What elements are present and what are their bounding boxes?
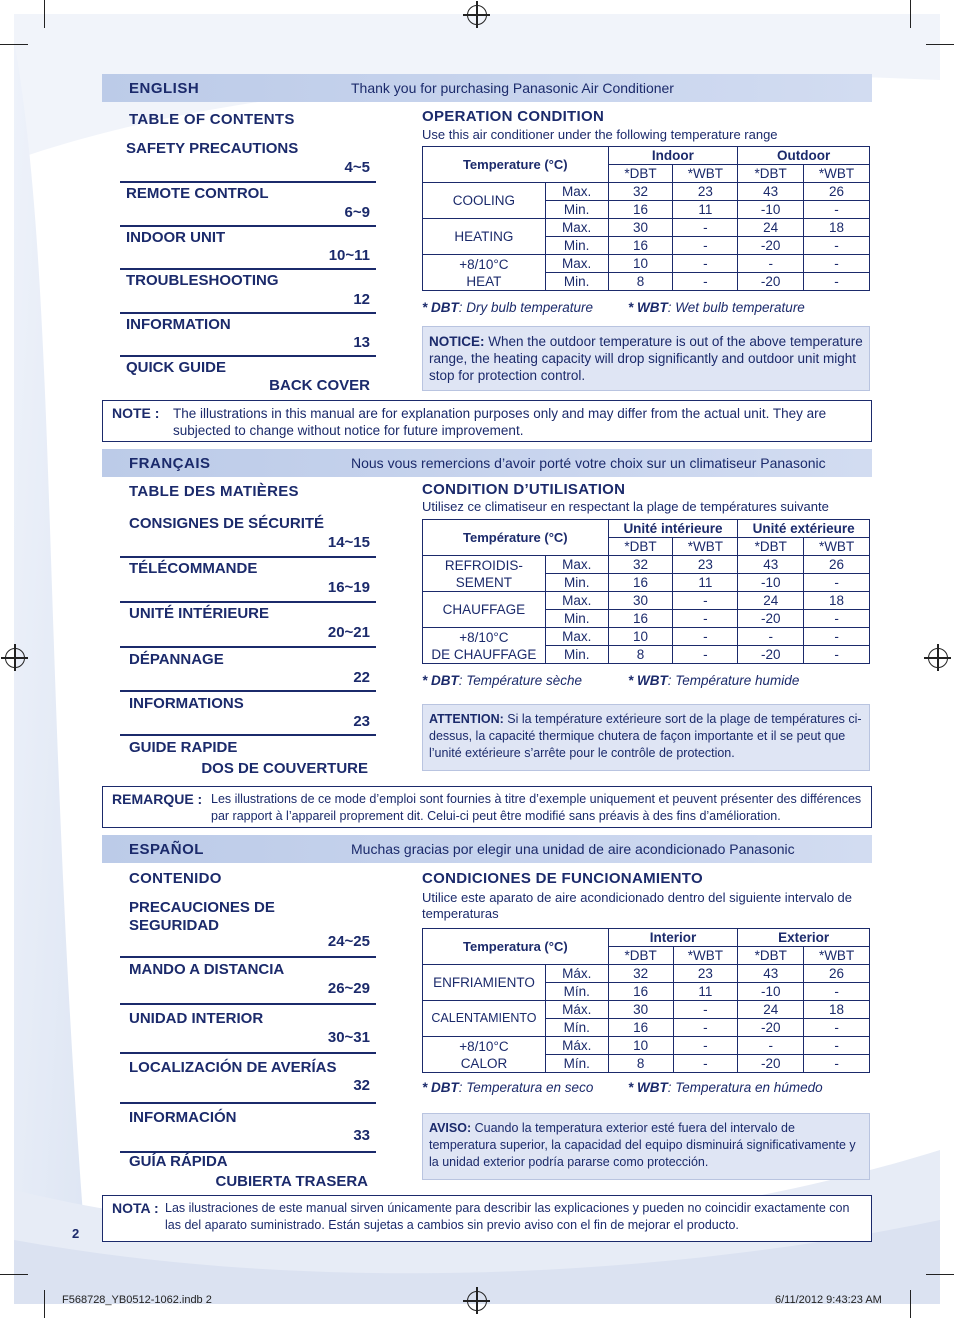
toc-pages: DOS DE COUVERTURE	[201, 760, 368, 777]
section-francais	[102, 449, 872, 829]
table-cell: 26	[804, 183, 870, 201]
print-slug-date: 6/11/2012 9:43:23 AM	[775, 1294, 882, 1306]
legend-key: * WBT	[628, 673, 668, 688]
table-cell: 24	[738, 592, 804, 610]
table-cell: -	[804, 628, 870, 646]
table-cell: 32	[608, 183, 673, 201]
table-cell: -	[673, 592, 738, 610]
mode-cell: +8/10°C DE CHAUFFAGE	[423, 628, 546, 664]
limit-label: Máx.	[545, 1001, 608, 1019]
toc-item[interactable]	[120, 1107, 376, 1155]
table-cell: -10	[738, 574, 804, 592]
mode-cell: HEATING	[423, 219, 546, 255]
language-bar	[102, 74, 872, 102]
mode-cell: +8/10°C HEAT	[423, 255, 546, 291]
table-cell: -	[738, 1037, 804, 1055]
crop-mark	[910, 0, 911, 28]
table-cell: -20	[738, 1019, 804, 1037]
table-cell: -20	[738, 646, 804, 664]
toc-label: INFORMATION	[126, 316, 231, 333]
table-cell: 24	[738, 1001, 804, 1019]
table-cell: -20	[738, 1055, 804, 1073]
limit-label: Max.	[545, 592, 608, 610]
table-cell: 16	[608, 983, 673, 1001]
note-label: NOTA :	[112, 1200, 159, 1216]
limit-label: Min.	[545, 610, 608, 628]
crop-mark	[926, 1274, 954, 1275]
limit-label: Max.	[545, 255, 608, 273]
notice-text: When the outdoor temperature is out of the above temperature range, the heating capacity will drop significantly and outdoor unit might stop for protection control.	[429, 334, 863, 383]
toc-item[interactable]	[120, 693, 376, 739]
col-header: *WBT	[673, 165, 738, 183]
language-name: FRANÇAIS	[129, 455, 211, 472]
limit-label: Max.	[545, 183, 608, 201]
temperature-table	[422, 928, 870, 1073]
toc-pages: 13	[353, 334, 370, 351]
table-cell: -10	[738, 983, 804, 1001]
table-cell: 18	[804, 1001, 870, 1019]
col-header: *DBT	[738, 165, 804, 183]
divider	[120, 1052, 376, 1054]
toc-label: SAFETY PRECAUTIONS	[126, 140, 299, 157]
table-cell: 11	[673, 983, 738, 1001]
divider	[120, 646, 376, 648]
crop-mark	[44, 0, 45, 28]
toc-item[interactable]	[120, 737, 376, 783]
table-cell: -	[738, 255, 804, 273]
toc-pages: BACK COVER	[269, 377, 370, 394]
table-cell: 16	[608, 237, 673, 255]
table-cell: -	[673, 610, 738, 628]
table-cell: 16	[608, 610, 673, 628]
col-header: *DBT	[608, 947, 673, 965]
table-cell: 43	[738, 556, 804, 574]
toc-label: UNITÉ INTÉRIEURE	[129, 605, 270, 622]
mode-cell: +8/10°C CALOR	[423, 1037, 546, 1073]
col-header: *DBT	[608, 538, 673, 556]
limit-label: Máx.	[545, 965, 608, 983]
legend-text: : Température sèche	[458, 673, 583, 688]
notice-text: Si la température extérieure sort de la plage de températures ci-dessus, la capacité thermique chutera de façon importante et il se peut que l’unité extérieure s’arrête pour le contrôle de protection.	[429, 712, 862, 760]
toc-item[interactable]	[120, 513, 376, 559]
table-cell: -	[673, 255, 738, 273]
registration-mark-icon	[928, 648, 948, 668]
toc-item[interactable]	[120, 138, 376, 184]
toc-label: GUIDE RAPIDE	[129, 739, 238, 756]
note-text: The illustrations in this manual are for explanation purposes only and may differ from the actual unit. They are subjected to change without notice for future improvement.	[173, 406, 827, 438]
note-label: NOTE :	[112, 405, 160, 421]
note-text: Les illustrations de ce mode d’emploi sont fournies à titre d’exemple uniquement et peuvent présenter des différences par rapport à l’appareil proprement dit. Celui-ci peut être modifié sans préavis à des fins d’amélioration.	[211, 792, 862, 823]
toc-item[interactable]	[120, 269, 376, 315]
registration-mark-icon	[467, 5, 487, 25]
col-header: *WBT	[673, 947, 738, 965]
toc-pages: 12	[353, 291, 370, 308]
limit-label: Mín.	[545, 983, 608, 1001]
table-cell: -	[673, 219, 738, 237]
table-cell: -	[673, 1001, 738, 1019]
limit-label: Min.	[545, 237, 608, 255]
table-cell: 26	[804, 556, 870, 574]
table-cell: 11	[673, 201, 738, 219]
legend-key: * WBT	[628, 1080, 668, 1095]
legend-text: : Temperatura en seco	[458, 1080, 594, 1095]
temperature-table	[422, 146, 870, 291]
toc-item[interactable]	[120, 226, 376, 272]
language-thanks: Thank you for purchasing Panasonic Air Conditioner	[351, 80, 674, 96]
indoor-header: Indoor	[608, 147, 738, 165]
outdoor-header: Unité extérieure	[738, 520, 870, 538]
legend-dbt	[422, 300, 593, 315]
legend-key: * DBT	[422, 673, 459, 688]
toc-label: TÉLÉCOMMANDE	[129, 560, 258, 577]
registration-mark-icon	[467, 1291, 487, 1311]
outdoor-header: Exterior	[738, 929, 870, 947]
legend-text: : Dry bulb temperature	[458, 300, 594, 315]
toc-pages: 16~19	[327, 579, 370, 596]
divider	[120, 690, 376, 692]
col-header: *WBT	[804, 947, 870, 965]
crop-mark	[0, 1274, 28, 1275]
table-cell: -	[804, 1055, 870, 1073]
col-header: *DBT	[608, 165, 673, 183]
condition-subtitle: Utilisez ce climatiseur en respectant la plage de températures suivante	[422, 499, 829, 514]
table-cell: -	[804, 237, 870, 255]
limit-label: Mín.	[545, 1055, 608, 1073]
table-cell: -	[673, 273, 738, 291]
limit-label: Max.	[545, 556, 608, 574]
toc-label: MANDO A DISTANCIA	[129, 961, 285, 978]
notice-label: ATTENTION:	[429, 712, 504, 726]
table-cell: 30	[608, 219, 673, 237]
mode-cell: CALENTAMIENTO	[423, 1001, 546, 1037]
table-cell: -	[804, 201, 870, 219]
table-cell: 26	[804, 965, 870, 983]
note-text: Las ilustraciones de este manual sirven únicamente para describir las explicaciones y pueden no coincidir exactamente con las del aparato suministrado. Están sujetas a cambios sin previo aviso con el fin de mejorar el producto.	[165, 1201, 850, 1232]
indoor-header: Unité intérieure	[608, 520, 738, 538]
toc-item[interactable]	[120, 558, 376, 604]
crop-mark	[926, 44, 954, 45]
limit-label: Min.	[545, 574, 608, 592]
condition-subtitle: Utilice este aparato de aire acondicionado dentro del siguiente intervalo de temperaturas	[422, 890, 853, 921]
language-name: ESPAÑOL	[129, 841, 204, 858]
registration-mark-icon	[5, 648, 25, 668]
toc-label: TROUBLESHOOTING	[126, 272, 279, 289]
legend-key: * DBT	[422, 1080, 459, 1095]
toc-item[interactable]	[120, 1008, 376, 1056]
legend-text: : Temperatura en húmedo	[667, 1080, 823, 1095]
limit-label: Min.	[545, 273, 608, 291]
note-box	[102, 1195, 872, 1242]
col-header: *WBT	[804, 165, 870, 183]
col-header: *DBT	[738, 538, 804, 556]
toc-pages: 6~9	[344, 204, 370, 221]
table-cell: 24	[738, 219, 804, 237]
col-header: *DBT	[738, 947, 804, 965]
mode-cell: REFROIDIS- SEMENT	[423, 556, 546, 592]
legend-wbt	[628, 300, 805, 315]
table-cell: 10	[608, 628, 673, 646]
limit-label: Mín.	[545, 1019, 608, 1037]
condition-subtitle: Use this air conditioner under the following temperature range	[422, 127, 778, 142]
table-cell: 23	[673, 183, 738, 201]
divider	[120, 1102, 376, 1104]
table-cell: -	[804, 574, 870, 592]
toc-pages: 30~31	[327, 1029, 370, 1046]
notice-box	[422, 1113, 870, 1180]
mode-cell: ENFRIAMIENTO	[423, 965, 546, 1001]
legend-text: : Température humide	[667, 673, 800, 688]
table-cell: -	[804, 1019, 870, 1037]
toc-item[interactable]	[120, 959, 376, 1007]
notice-label: AVISO:	[429, 1121, 472, 1135]
divider	[120, 734, 376, 736]
table-cell: 8	[608, 646, 673, 664]
table-cell: 32	[608, 965, 673, 983]
table-cell: -	[673, 1037, 738, 1055]
table-cell: -	[673, 1055, 738, 1073]
toc-heading: TABLE OF CONTENTS	[129, 111, 295, 128]
table-cell: -	[804, 610, 870, 628]
legend-wbt	[628, 673, 799, 688]
toc-pages: 24~25	[327, 933, 370, 950]
condition-title: CONDICIONES DE FUNCIONAMIENTO	[422, 870, 703, 887]
toc-pages: 26~29	[327, 980, 370, 997]
temperature-header: Temperatura (°C)	[423, 929, 609, 965]
table-cell: -	[804, 646, 870, 664]
language-thanks: Nous vous remercions d’avoir porté votre choix sur un climatiseur Panasonic	[351, 455, 826, 471]
toc-label: PRECAUCIONES DE SEGURIDAD	[129, 899, 275, 934]
limit-label: Máx.	[545, 1037, 608, 1055]
condition-title: CONDITION D’UTILISATION	[422, 481, 626, 498]
legend-wbt	[628, 1080, 823, 1095]
temperature-header: Température (°C)	[423, 520, 609, 556]
toc-pages: 32	[353, 1077, 370, 1094]
toc-label: REMOTE CONTROL	[126, 185, 269, 202]
toc-heading: CONTENIDO	[129, 870, 222, 887]
legend-text: : Wet bulb temperature	[667, 300, 805, 315]
table-cell: 23	[673, 556, 738, 574]
table-cell: -	[804, 273, 870, 291]
mode-cell: CHAUFFAGE	[423, 592, 546, 628]
toc-pages: 20~21	[327, 624, 370, 641]
outdoor-header: Outdoor	[738, 147, 870, 165]
table-cell: -	[673, 628, 738, 646]
toc-label: INDOOR UNIT	[126, 229, 226, 246]
table-cell: -	[673, 646, 738, 664]
toc-item[interactable]	[120, 649, 376, 695]
table-cell: -20	[738, 273, 804, 291]
table-cell: 8	[608, 273, 673, 291]
table-cell: 18	[804, 592, 870, 610]
toc-pages: 10~11	[328, 247, 370, 264]
condition-title: OPERATION CONDITION	[422, 108, 605, 125]
toc-item[interactable]	[120, 897, 376, 959]
temperature-header: Temperature (°C)	[423, 147, 609, 183]
toc-label: QUICK GUIDE	[126, 359, 227, 376]
table-cell: -	[673, 1019, 738, 1037]
legend-dbt	[422, 1080, 593, 1095]
toc-label: CONSIGNES DE SÉCURITÉ	[129, 515, 325, 532]
limit-label: Max.	[545, 219, 608, 237]
toc-pages: 33	[353, 1127, 370, 1144]
limit-label: Min.	[545, 646, 608, 664]
language-thanks: Muchas gracias por elegir una unidad de aire acondicionado Panasonic	[351, 841, 795, 857]
toc-label: INFORMACIÓN	[129, 1109, 237, 1126]
temperature-table	[422, 519, 870, 664]
toc-label: INFORMATIONS	[129, 695, 244, 712]
mode-cell: COOLING	[423, 183, 546, 219]
crop-mark	[0, 44, 28, 45]
table-cell: -20	[738, 237, 804, 255]
language-bar	[102, 835, 872, 863]
section-english	[102, 74, 872, 442]
toc-pages: 22	[353, 669, 370, 686]
toc-pages: 4~5	[344, 159, 370, 176]
notice-box	[422, 704, 870, 771]
divider	[120, 956, 376, 958]
table-cell: 32	[608, 556, 673, 574]
table-cell: 16	[608, 574, 673, 592]
table-cell: 43	[738, 965, 804, 983]
toc-label: LOCALIZACIÓN DE AVERÍAS	[129, 1059, 337, 1076]
toc-pages: 14~15	[327, 534, 370, 551]
section-espanol	[102, 835, 872, 1243]
note-box	[102, 786, 872, 828]
crop-mark	[910, 1290, 911, 1318]
table-cell: 30	[608, 1001, 673, 1019]
crop-mark	[44, 1290, 45, 1318]
language-name: ENGLISH	[129, 80, 200, 97]
page-number: 2	[72, 1226, 80, 1241]
table-cell: 18	[804, 219, 870, 237]
col-header: *WBT	[673, 538, 738, 556]
toc-label: DÉPANNAGE	[129, 651, 224, 668]
toc-item[interactable]	[120, 1151, 376, 1199]
notice-text: Cuando la temperatura exterior esté fuera del intervalo de temperatura superior, la capacidad del equipo disminuirá significativamente y la unidad exterior podría pararse como protección.	[429, 1121, 856, 1169]
legend-key: * WBT	[628, 300, 668, 315]
divider	[120, 1003, 376, 1005]
language-bar	[102, 449, 872, 477]
toc-pages: CUBIERTA TRASERA	[215, 1173, 368, 1190]
table-cell: -	[673, 237, 738, 255]
legend-key: * DBT	[422, 300, 459, 315]
toc-heading: TABLE DES MATIÈRES	[129, 483, 299, 500]
notice-label: NOTICE:	[429, 334, 485, 349]
note-label: REMARQUE :	[112, 791, 203, 807]
table-cell: 10	[608, 255, 673, 273]
table-cell: 8	[608, 1055, 673, 1073]
limit-label: Max.	[545, 628, 608, 646]
col-header: *WBT	[804, 538, 870, 556]
print-slug-file: F568728_YB0512-1062.indb 2	[62, 1294, 212, 1306]
indoor-header: Interior	[608, 929, 738, 947]
limit-label: Min.	[545, 201, 608, 219]
table-cell: 23	[673, 965, 738, 983]
table-cell: -20	[738, 610, 804, 628]
toc-item[interactable]	[120, 1057, 376, 1105]
table-cell: 43	[738, 183, 804, 201]
legend-dbt	[422, 673, 582, 688]
toc-label: GUÍA RÁPIDA	[129, 1153, 228, 1170]
toc-pages: 23	[353, 713, 370, 730]
toc-item[interactable]	[120, 182, 376, 228]
table-cell: -	[804, 983, 870, 1001]
table-cell: 16	[608, 201, 673, 219]
toc-item[interactable]	[120, 603, 376, 649]
table-cell: 11	[673, 574, 738, 592]
table-cell: 16	[608, 1019, 673, 1037]
toc-item[interactable]	[120, 313, 376, 359]
table-cell: 10	[608, 1037, 673, 1055]
table-cell: -10	[738, 201, 804, 219]
notice-box	[422, 326, 870, 391]
table-cell: -	[804, 255, 870, 273]
note-box	[102, 400, 872, 442]
table-cell: 30	[608, 592, 673, 610]
toc-label: UNIDAD INTERIOR	[129, 1010, 264, 1027]
table-cell: -	[804, 1037, 870, 1055]
toc-item[interactable]	[120, 356, 376, 402]
table-cell: -	[738, 628, 804, 646]
